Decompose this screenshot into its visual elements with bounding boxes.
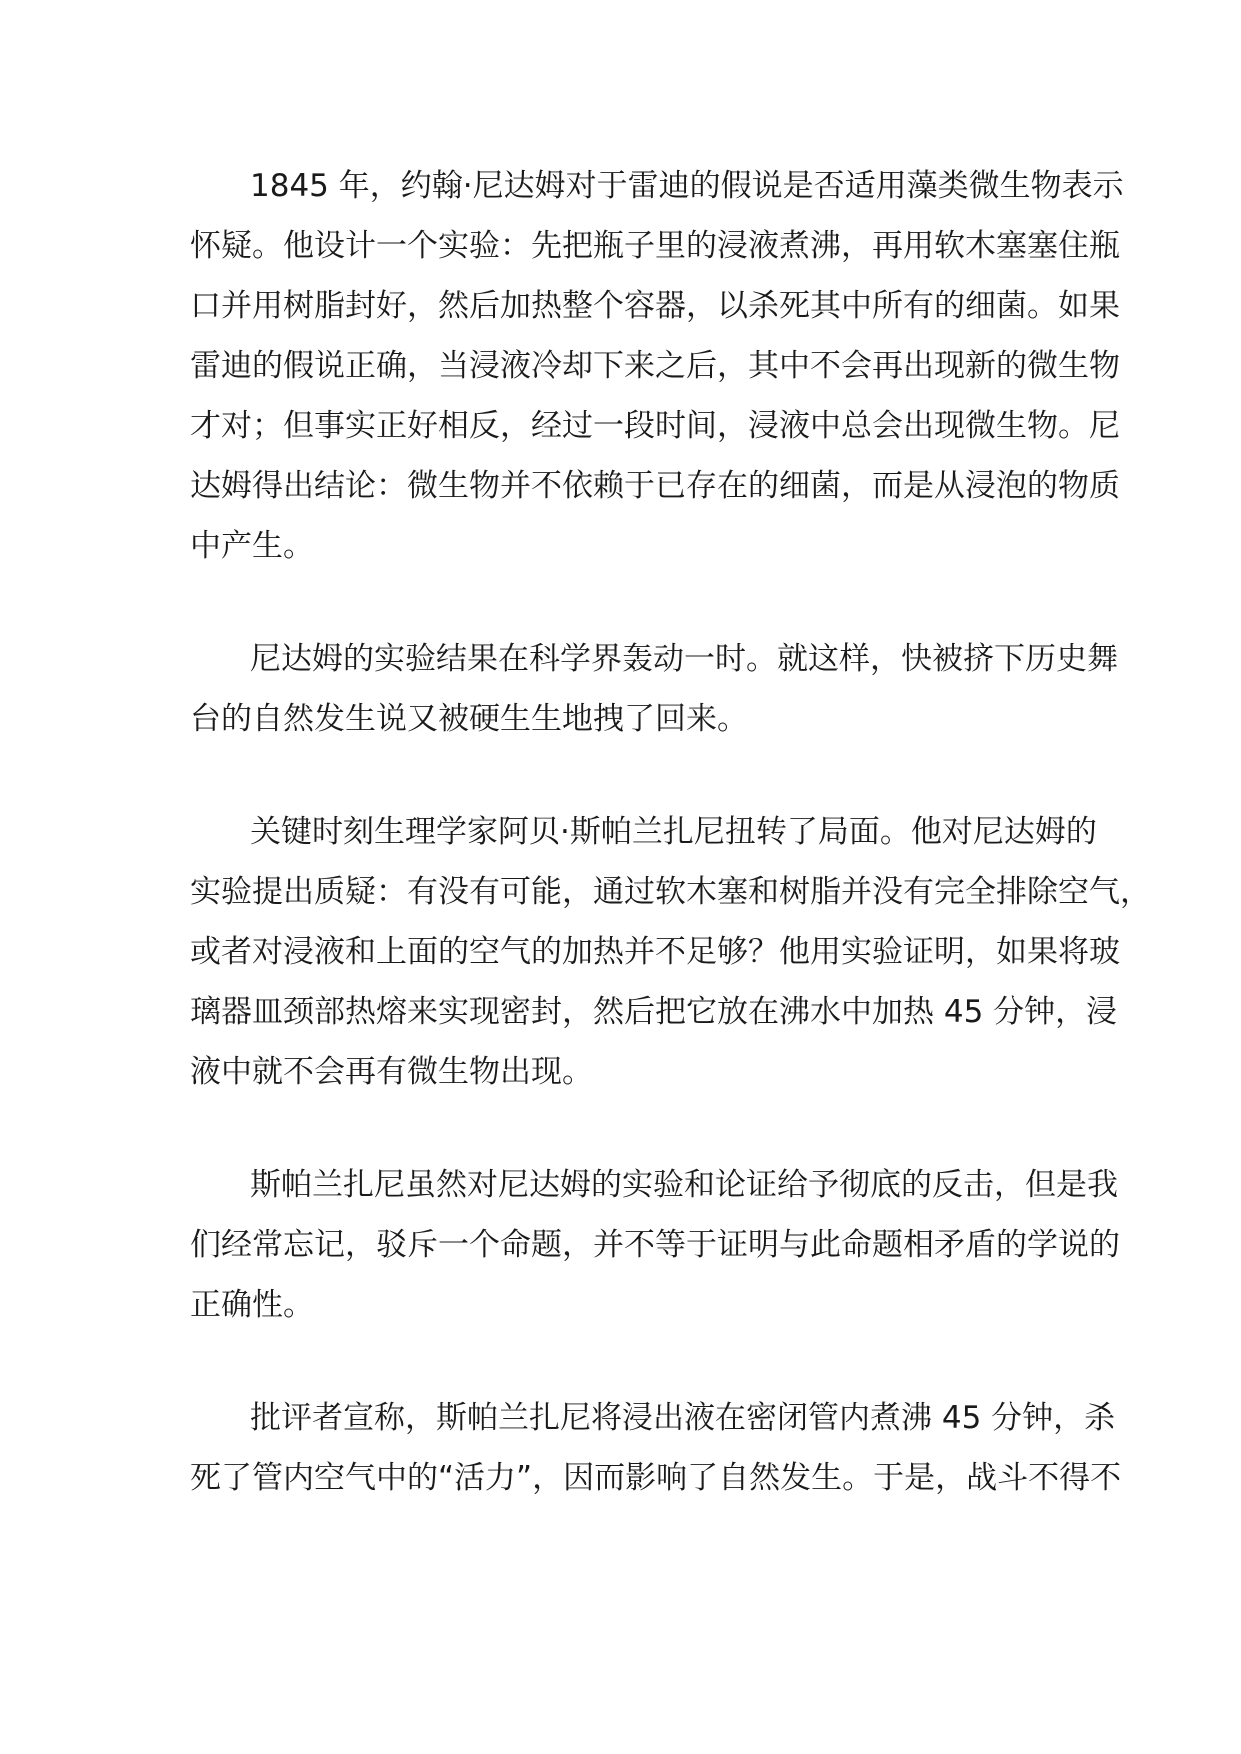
text-line: 正确性。 xyxy=(190,1287,314,1323)
paragraph-refutation xyxy=(190,1155,1120,1335)
text-line: 批评者宣称，斯帕兰扎尼将浸出液在密闭管内煮沸 45 分钟，杀 xyxy=(250,1400,1116,1436)
text-line: 口并用树脂封好，然后加热整个容器，以杀死其中所有的细菌。如果 xyxy=(190,288,1120,324)
text-line: 或者对浸液和上面的空气的加热并不足够？他用实验证明，如果将玻 xyxy=(190,934,1120,970)
text-line: 台的自然发生说又被硬生生地拽了回来。 xyxy=(190,701,748,737)
text-line: 斯帕兰扎尼虽然对尼达姆的实验和论证给予彻底的反击，但是我 xyxy=(250,1167,1118,1203)
paragraph-spallanzani xyxy=(190,802,1151,1102)
text-line: 们经常忘记，驳斥一个命题，并不等于证明与此命题相矛盾的学说的 xyxy=(190,1227,1120,1263)
text-line: 液中就不会再有微生物出现。 xyxy=(190,1054,593,1090)
paragraph-needham-experiment xyxy=(190,156,1124,576)
text-line: 中产生。 xyxy=(190,528,314,564)
text-line: 关键时刻生理学家阿贝·斯帕兰扎尼扭转了局面。他对尼达姆的 xyxy=(250,814,1097,850)
text-line: 尼达姆的实验结果在科学界轰动一时。就这样，快被挤下历史舞 xyxy=(250,641,1118,677)
text-line: 实验提出质疑：有没有可能，通过软木塞和树脂并没有完全排除空气， xyxy=(190,874,1151,910)
text-line: 死了管内空气中的“活力”，因而影响了自然发生。于是，战斗不得不 xyxy=(190,1460,1122,1496)
text-line: 达姆得出结论：微生物并不依赖于已存在的细菌，而是从浸泡的物质 xyxy=(190,468,1120,504)
text-line: 1845 年，约翰·尼达姆对于雷迪的假说是否适用藻类微生物表示 xyxy=(250,168,1124,204)
document-body xyxy=(190,156,1151,1561)
text-line: 才对；但事实正好相反，经过一段时间，浸液中总会出现微生物。尼 xyxy=(190,408,1120,444)
paragraph-sensation xyxy=(190,629,1118,749)
text-line: 雷迪的假说正确，当浸液冷却下来之后，其中不会再出现新的微生物 xyxy=(190,348,1120,384)
paragraph-critics xyxy=(190,1388,1122,1508)
text-line: 怀疑。他设计一个实验：先把瓶子里的浸液煮沸，再用软木塞塞住瓶 xyxy=(190,228,1120,264)
text-line: 璃器皿颈部热熔来实现密封，然后把它放在沸水中加热 45 分钟，浸 xyxy=(190,994,1118,1030)
